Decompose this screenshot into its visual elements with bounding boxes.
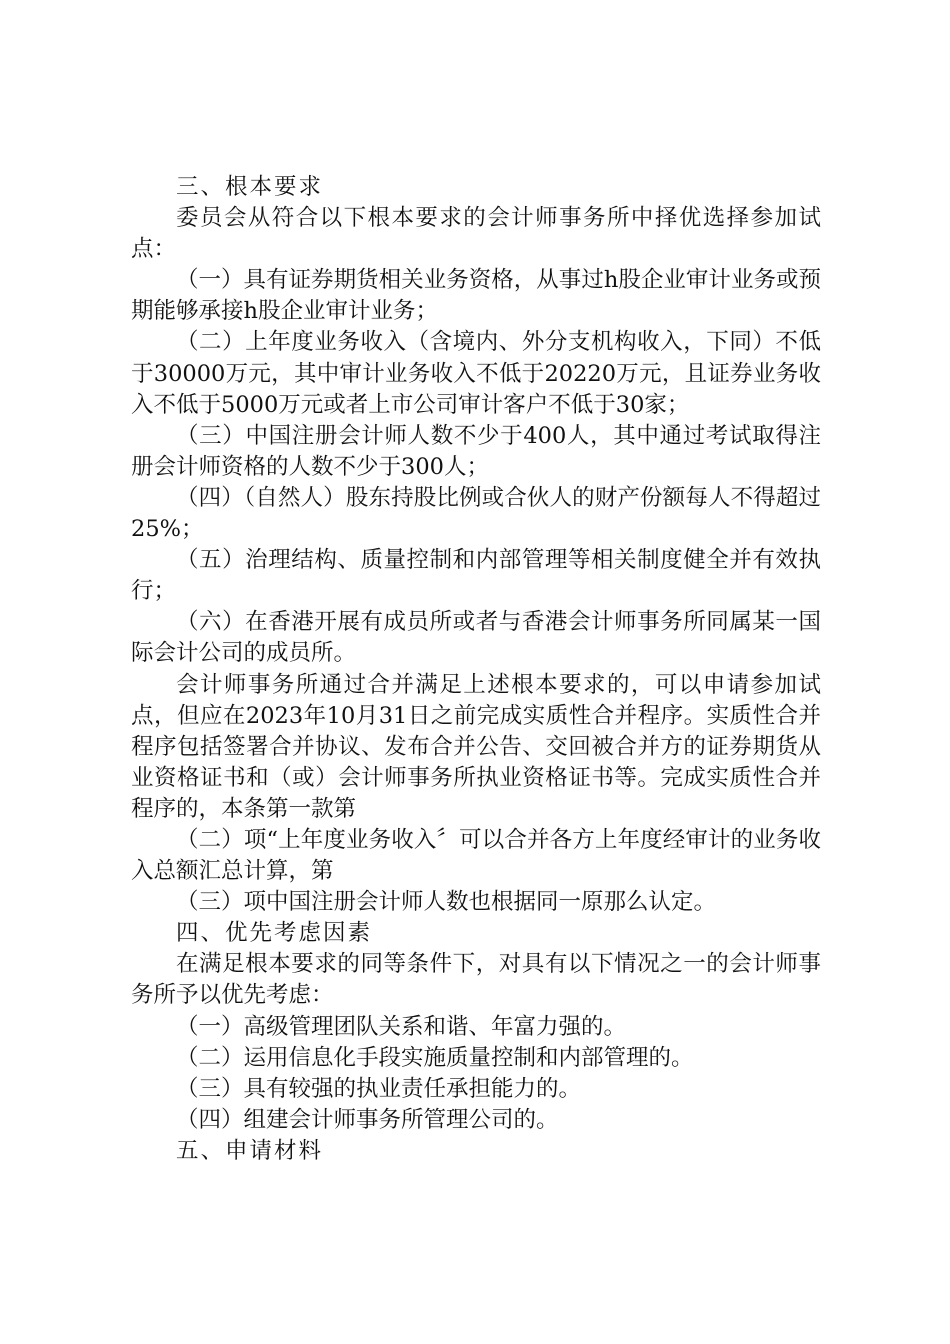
priority-item-1: （一）高级管理团队关系和谐、年富力强的。 (176, 1013, 627, 1040)
priority-item-3: （三）具有较强的执业责任承担能力的。 (176, 1075, 582, 1102)
paragraph-merger-provision: 会计师事务所通过合并满足上述根本要求的，可以申请参加试点，但应在2023年10月31日之前完成实质性合并程序。实质性合并程序包括签署合并协议、发布合并公告、交回被合并方的证券期货从业资格证书和（或）会计师事务所执业资格证书等。完成实质性合并程序的，本条第一款第 (131, 671, 821, 822)
requirement-item-1: （一）具有证券期货相关业务资格，从事过h股企业审计业务或预期能够承接h股企业审计业务； (131, 267, 821, 325)
requirement-item-3: （三）中国注册会计师人数不少于400人，其中通过考试取得注册会计师资格的人数不少于300人； (131, 422, 821, 480)
priority-item-2: （二）运用信息化手段实施质量控制和内部管理的。 (176, 1044, 694, 1071)
requirement-item-6: （六）在香港开展有成员所或者与香港会计师事务所同属某一国际会计公司的成员所。 (131, 609, 821, 667)
section-heading-application-materials: 五、申请材料 (176, 1137, 324, 1164)
section-heading-basic-requirements: 三、根本要求 (176, 174, 324, 200)
paragraph-merger-item-2: （二）项“上年度业务收入〞可以合并各方上年度经审计的业务收入总额汇总计算，第 (131, 826, 821, 885)
requirement-item-5: （五）治理结构、质量控制和内部管理等相关制度健全并有效执行； (131, 547, 821, 605)
paragraph-intro-requirements: 委员会从符合以下根本要求的会计师事务所中择优选择参加试点： (131, 205, 821, 263)
section-heading-priority-factors: 四、优先考虑因素 (176, 920, 373, 947)
requirement-item-4: （四）（自然人）股东持股比例或合伙人的财产份额每人不得超过25%； (131, 484, 821, 543)
priority-item-4: （四）组建会计师事务所管理公司的。 (176, 1106, 559, 1133)
paragraph-merger-item-3: （三）项中国注册会计师人数也根据同一原那么认定。 (176, 889, 717, 916)
document-body (131, 172, 821, 1167)
requirement-item-2: （二）上年度业务收入（含境内、外分支机构收入，下同）不低于30000万元，其中审计业务收入不低于20220万元，且证券业务收入不低于5000万元或者上市公司审计客户不低于30家； (131, 329, 821, 418)
paragraph-priority-intro: 在满足根本要求的同等条件下，对具有以下情况之一的会计师事务所予以优先考虑： (131, 951, 821, 1009)
